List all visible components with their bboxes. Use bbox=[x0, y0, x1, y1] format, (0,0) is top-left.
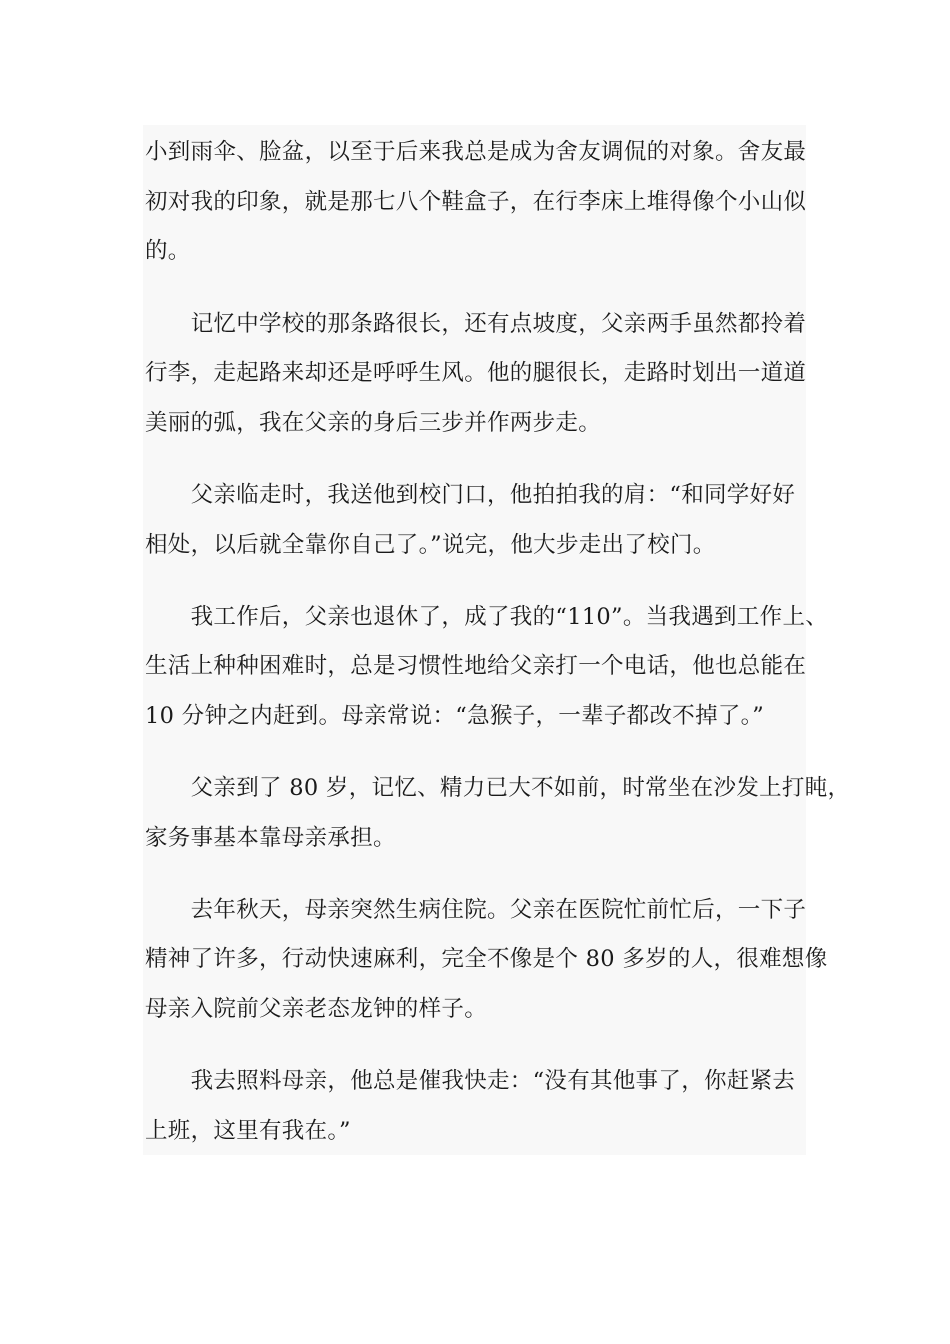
text-line: 家务事基本靠母亲承担。 bbox=[145, 825, 396, 851]
text-line: 初对我的印象，就是那七八个鞋盒子，在行李床上堆得像个小山似 bbox=[145, 189, 807, 215]
text-line: 生活上种种困难时，总是习惯性地给父亲打一个电话，他也总能在 bbox=[145, 653, 807, 679]
text-line: 10 分钟之内赶到。母亲常说：“急猴子，一辈子都改不掉了。” bbox=[145, 703, 765, 729]
text-line: 相处，以后就全靠你自己了。”说完，他大步走出了校门。 bbox=[145, 532, 716, 558]
text-line: 行李，走起路来却还是呼呼生风。他的腿很长，走路时划出一道道 bbox=[145, 360, 807, 386]
text-line: 父亲临走时，我送他到校门口，他拍拍我的肩：“和同学好好 bbox=[145, 482, 796, 508]
text-line: 我工作后，父亲也退休了，成了我的“110”。当我遇到工作上、 bbox=[145, 604, 829, 630]
text-line: 精神了许多，行动快速麻利，完全不像是个 80 多岁的人，很难想像 bbox=[145, 946, 828, 972]
text-line: 记忆中学校的那条路很长，还有点坡度，父亲两手虽然都拎着 bbox=[145, 311, 807, 337]
text-line: 母亲入院前父亲老态龙钟的样子。 bbox=[145, 996, 488, 1022]
text-line: 父亲到了 80 岁，记忆、精力已大不如前，时常坐在沙发上打盹， bbox=[145, 775, 851, 801]
text-line: 去年秋天，母亲突然生病住院。父亲在医院忙前忙后，一下子 bbox=[145, 897, 807, 923]
text-line: 我去照料母亲，他总是催我快走：“没有其他事了，你赶紧去 bbox=[145, 1068, 796, 1094]
text-line: 小到雨伞、脸盆，以至于后来我总是成为舍友调侃的对象。舍友最 bbox=[145, 139, 807, 165]
text-line: 的。 bbox=[145, 238, 191, 264]
text-line: 美丽的弧，我在父亲的身后三步并作两步走。 bbox=[145, 410, 602, 436]
text-line: 上班，这里有我在。” bbox=[145, 1118, 351, 1144]
